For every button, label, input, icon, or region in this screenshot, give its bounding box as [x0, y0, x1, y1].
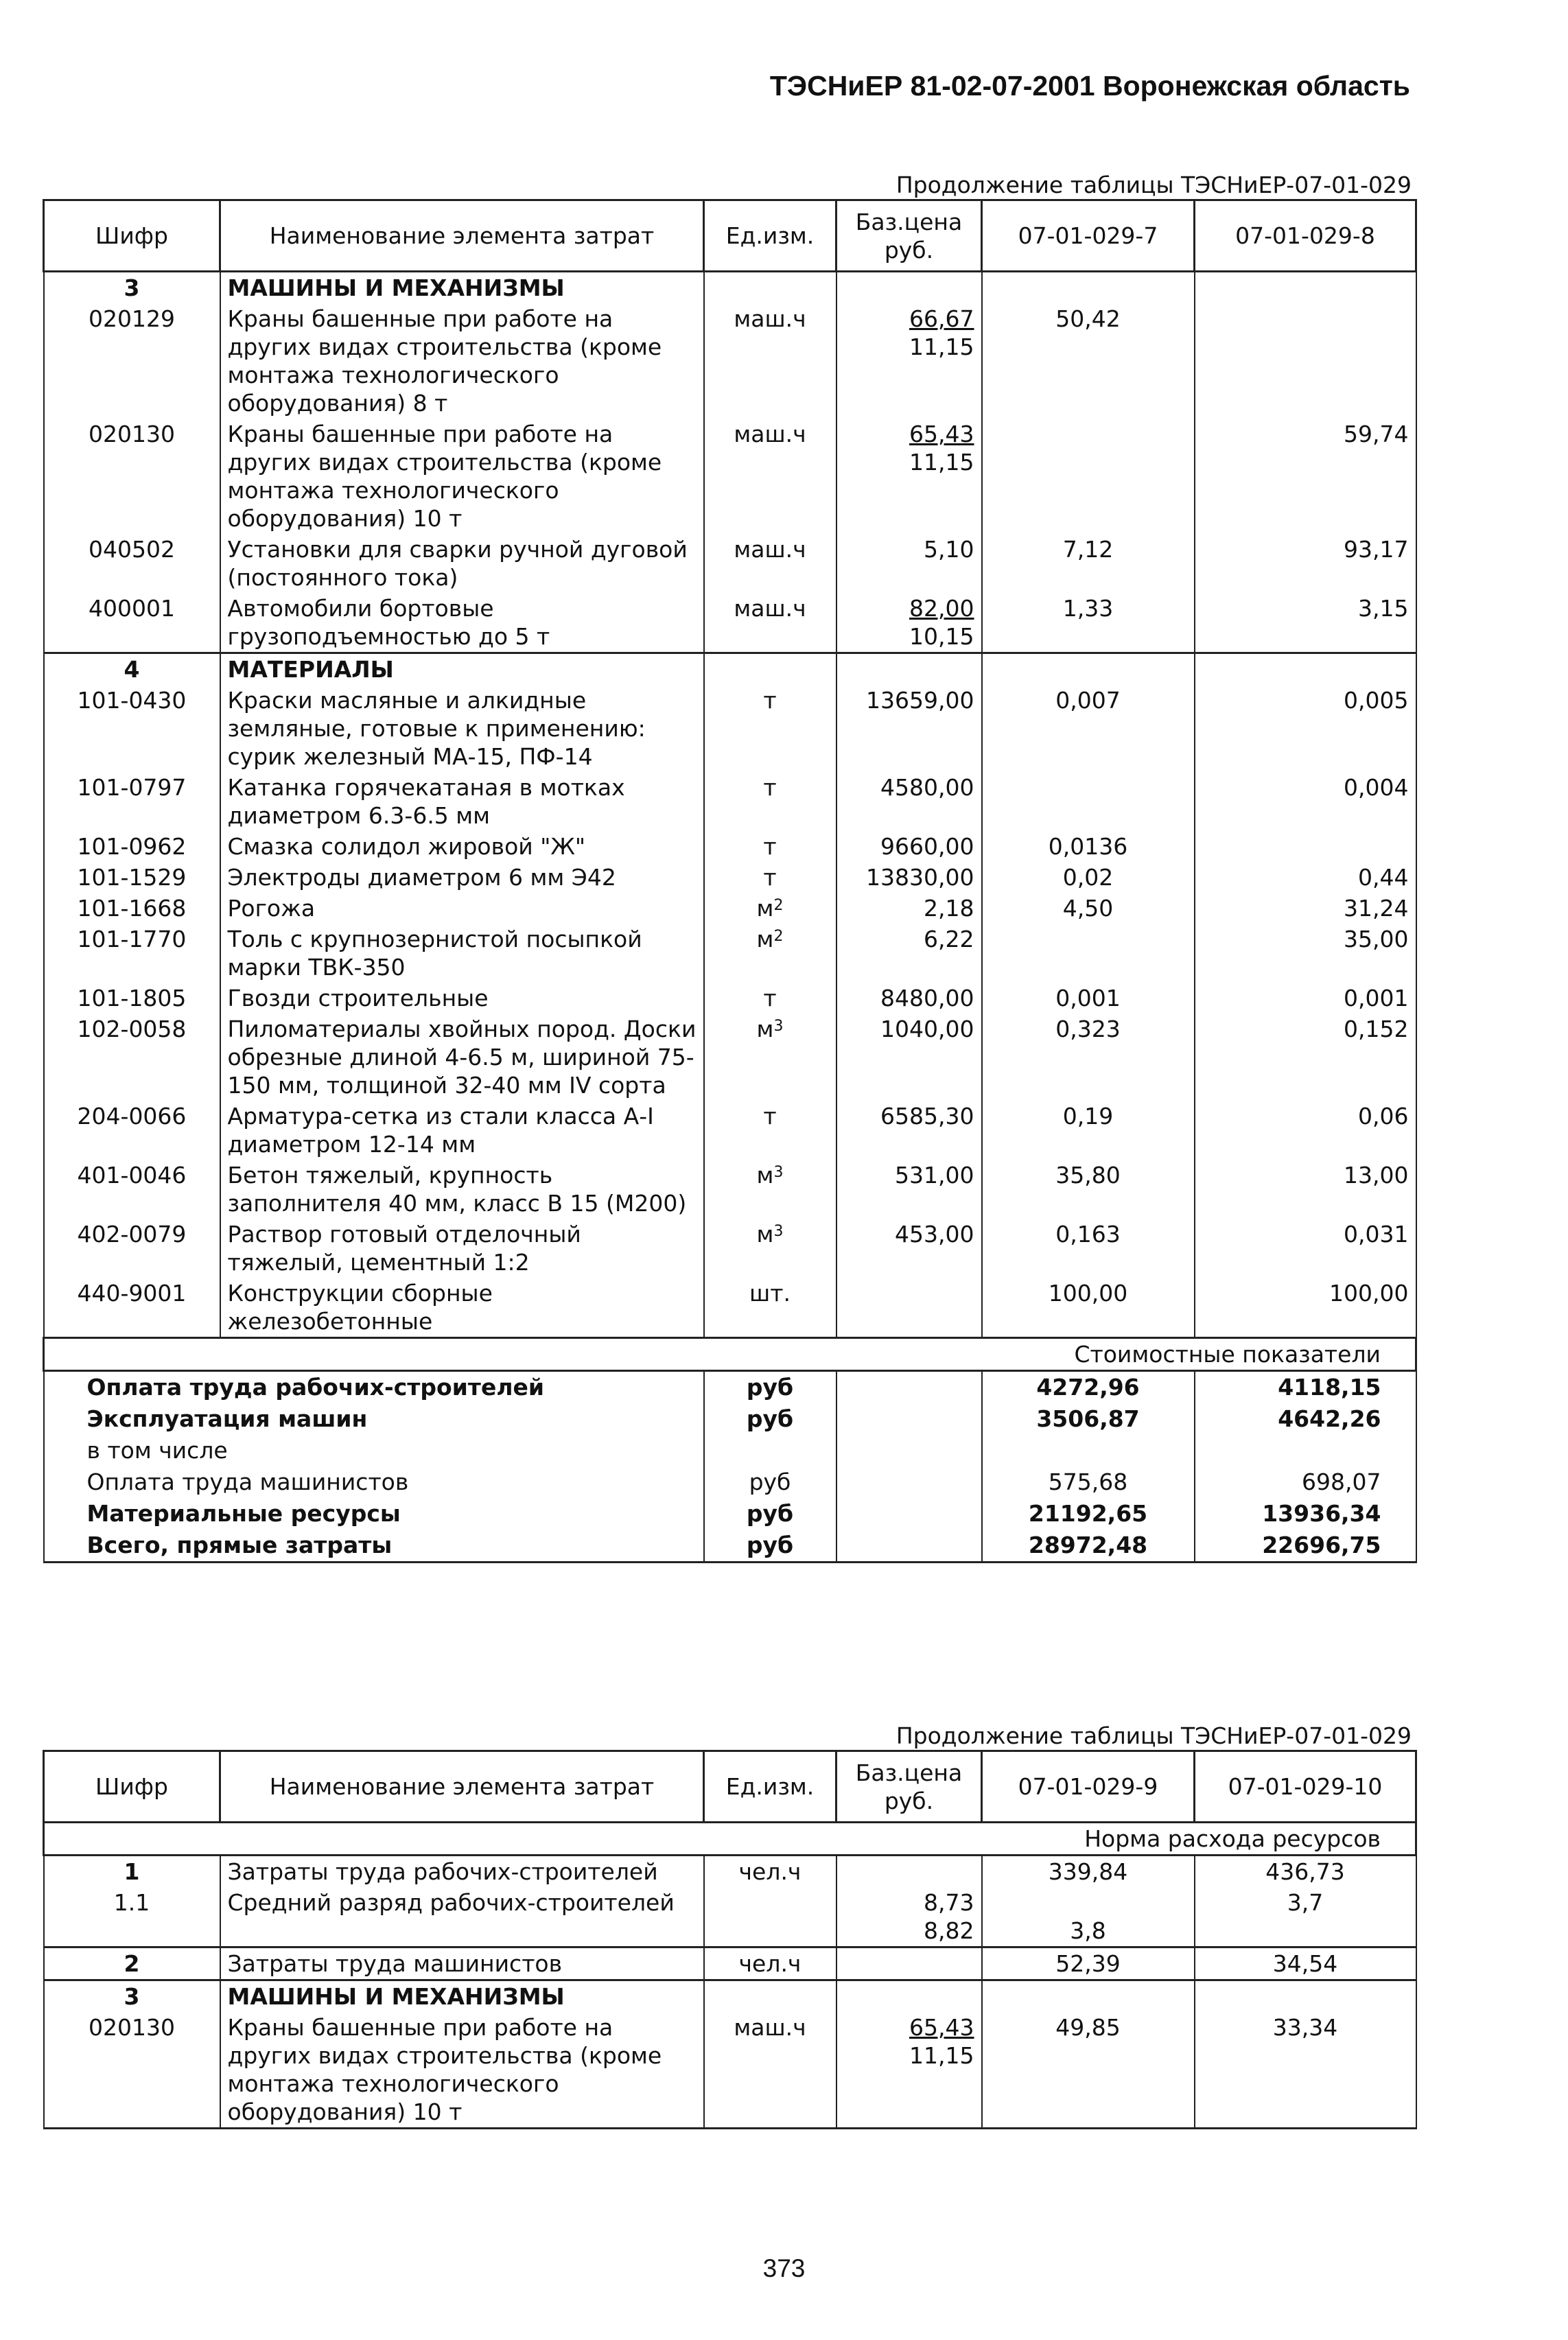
table-row: 101-0797 Катанка горячекатаная в мотках диаметром 6.3-6.5 мм т 4580,00 0,004 [44, 772, 1416, 831]
section-row: 3 МАШИНЫ И МЕХАНИЗМЫ [44, 1980, 1416, 2013]
table-row: 101-1770 Толь с крупнозернистой посыпкой марки ТВК-350 $м^2$ 6,22 35,00 [44, 924, 1416, 983]
table-row: 101-1668 Рогожа $м^2$ 2,18 4,50 31,24 [44, 893, 1416, 924]
cost-row: Оплата труда рабочих-строителей руб 4272,96 4118,15 [44, 1371, 1416, 1404]
table-row: 401-0046 Бетон тяжелый, крупность заполнителя 40 мм, класс В 15 (М200) $м^3$ 531,00 35,80 13,00 [44, 1160, 1416, 1219]
cost-row: Всего, прямые затраты руб 28972,48 22696,75 [44, 1530, 1416, 1563]
table-row: 101-1805 Гвозди строительные т 8480,00 0,001 0,001 [44, 983, 1416, 1014]
section-title: МАТЕРИАЛЫ [220, 653, 704, 686]
table2-caption: Продолжение таблицы ТЭСНиЕР-07-01-029 [896, 1722, 1412, 1749]
col-header-price: Баз.цена руб. [836, 1751, 982, 1823]
table-row: 440-9001 Конструкции сборные железобетонные шт. 100,00 100,00 [44, 1278, 1416, 1338]
table1 [43, 199, 1417, 1563]
table-row: 101-1529 Электроды диаметром 6 мм Э42 т 13830,00 0,02 0,44 [44, 862, 1416, 893]
section-title: МАШИНЫ И МЕХАНИЗМЫ [220, 1980, 704, 2013]
table-row: 402-0079 Раствор готовый отделочный тяжелый, цементный 1:2 $м^3$ 453,00 0,163 0,031 [44, 1219, 1416, 1278]
document-header: ТЭСНиЕР 81-02-07-2001 Воронежская область [769, 70, 1410, 102]
section-row: 3 МАШИНЫ И МЕХАНИЗМЫ [44, 272, 1416, 304]
section-row: 4 МАТЕРИАЛЫ [44, 653, 1416, 686]
col-header-v2: 07-01-029-10 [1195, 1751, 1416, 1823]
col-header-v1: 07-01-029-7 [982, 200, 1195, 272]
cost-header-row [44, 1338, 1416, 1371]
table-row: 020130 Краны башенные при работе на других видах строительства (кроме монтажа технологического оборудования) 10 т маш.ч 65,43 11,15 49,85 33,34 [44, 2012, 1416, 2129]
norm-header-row [44, 1823, 1416, 1856]
col-header-unit: Ед.изм. [704, 1751, 836, 1823]
cost-row: Эксплуатация машин руб 3506,87 4642,26 [44, 1403, 1416, 1435]
cost-row: в том числе [44, 1435, 1416, 1466]
col-header-name: Наименование элемента затрат [220, 1751, 704, 1823]
table-row: 102-0058 Пиломатериалы хвойных пород. Доски обрезные длиной 4-6.5 м, шириной 75-150 мм, толщиной 32-40 мм IV сорта $м^3$ 1040,00 0,323 0,152 [44, 1014, 1416, 1101]
col-header-v1: 07-01-029-9 [982, 1751, 1195, 1823]
col-header-v2: 07-01-029-8 [1195, 200, 1416, 272]
table-row: 400001 Автомобили бортовые грузоподъемностью до 5 т маш.ч 82,00 10,15 1,33 3,15 [44, 593, 1416, 653]
table-row: 020130 Краны башенные при работе на других видах строительства (кроме монтажа технологического оборудования) 10 т маш.ч 65,43 11,15 59,74 [44, 419, 1416, 534]
norm-header: Норма расхода ресурсов [44, 1823, 1416, 1856]
table1-caption: Продолжение таблицы ТЭСНиЕР-07-01-029 [896, 172, 1412, 198]
table-row: 020129 Краны башенные при работе на других видах строительства (кроме монтажа технологического оборудования) 8 т маш.ч 66,67 11,15 50,42 [44, 303, 1416, 419]
table-row: 101-0430 Краски масляные и алкидные земляные, готовые к применению: сурик железный МА-15, ПФ-14 т 13659,00 0,007 0,005 [44, 685, 1416, 772]
col-header-price: Баз.цена руб. [836, 200, 982, 272]
col-header-unit: Ед.изм. [704, 200, 836, 272]
table-row: 2 Затраты труда машинистов чел.ч 52,39 34,54 [44, 1947, 1416, 1980]
col-header-code: Шифр [44, 1751, 220, 1823]
col-header-code: Шифр [44, 200, 220, 272]
cost-row: Оплата труда машинистов руб 575,68 698,07 [44, 1466, 1416, 1498]
cost-header: Стоимостные показатели [44, 1338, 1416, 1371]
col-header-name: Наименование элемента затрат [220, 200, 704, 272]
section-title: МАШИНЫ И МЕХАНИЗМЫ [220, 272, 704, 304]
page-number: 373 [762, 2254, 806, 2282]
table-row: 204-0066 Арматура-сетка из стали класса А-I диаметром 12-14 мм т 6585,30 0,19 0,06 [44, 1101, 1416, 1160]
table-row: 040502 Установки для сварки ручной дуговой (постоянного тока) маш.ч 5,10 7,12 93,17 [44, 534, 1416, 593]
table-row: 1.1 Средний разряд рабочих-строителей 8,73 8,82 3,8 3,7 [44, 1887, 1416, 1947]
table-row: 1 Затраты труда рабочих-строителей чел.ч 339,84 436,73 [44, 1856, 1416, 1888]
table-row: 101-0962 Смазка солидол жировой "Ж" т 9660,00 0,0136 [44, 831, 1416, 862]
table2 [43, 1750, 1417, 2129]
cost-row: Материальные ресурсы руб 21192,65 13936,34 [44, 1498, 1416, 1530]
